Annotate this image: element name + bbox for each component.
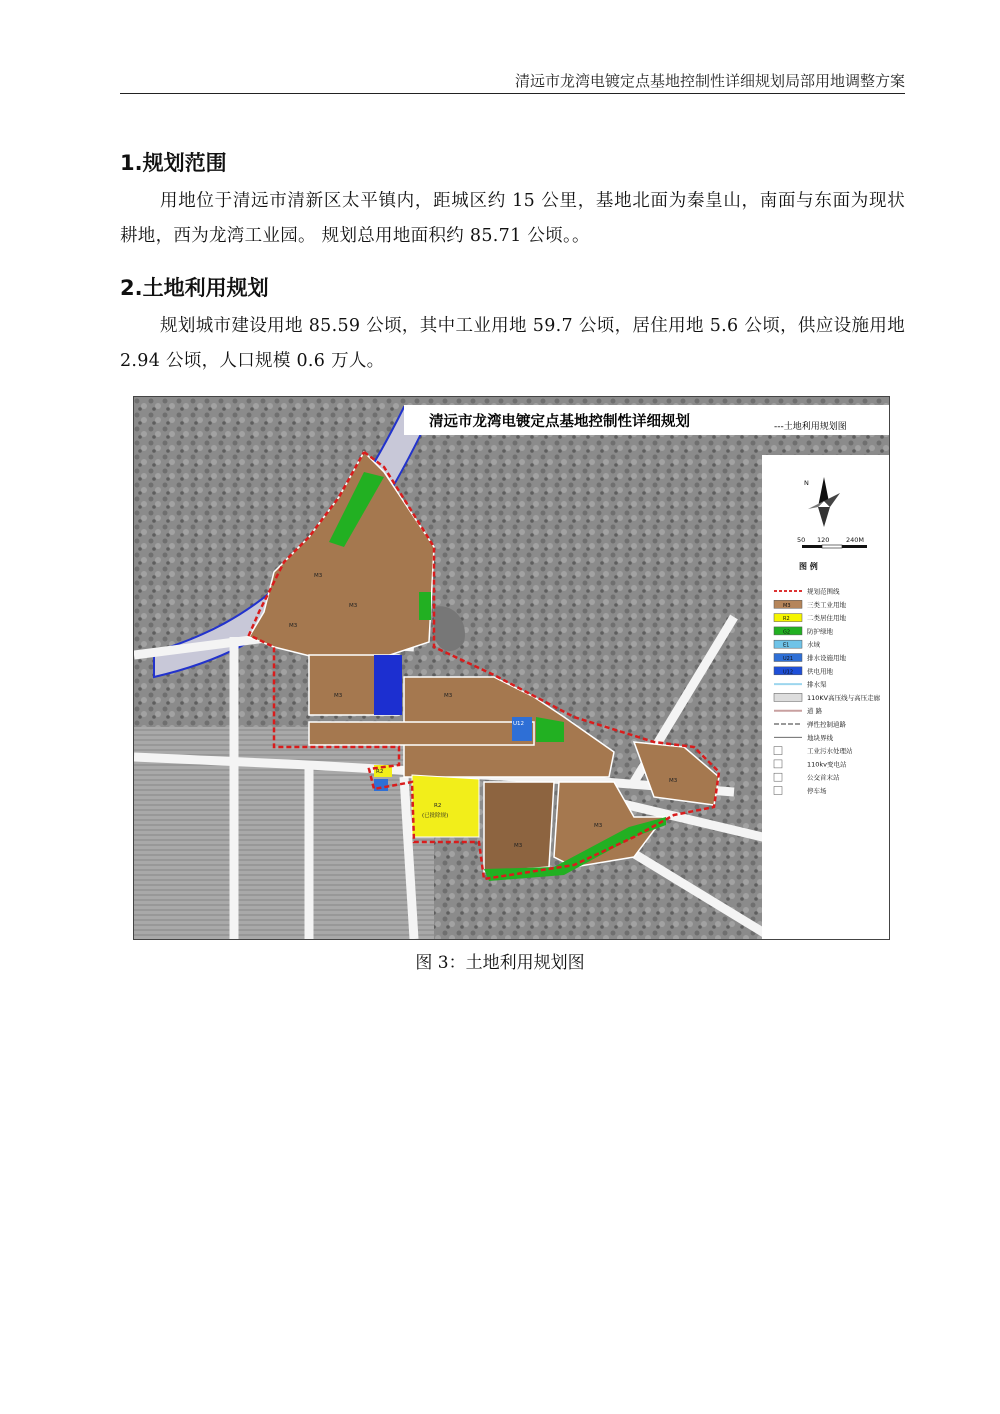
- legend-code: E1: [783, 642, 790, 649]
- plot-label-m3: M3: [334, 693, 343, 699]
- legend-label: 地块界线: [807, 733, 833, 742]
- plot-label-r2-note: (已批除规): [422, 813, 449, 819]
- legend-label: 水域: [807, 640, 820, 649]
- legend-code: U21: [783, 656, 794, 662]
- legend-panel: [762, 455, 889, 939]
- scale-label-1: 50: [797, 536, 806, 544]
- plot-label-m3: M3: [669, 778, 678, 784]
- legend-swatch: [774, 760, 782, 768]
- legend-swatch: [774, 693, 802, 701]
- scale-label-3: 240M: [846, 536, 865, 544]
- legend-item: [774, 693, 881, 702]
- legend-label: 道 路: [807, 707, 823, 716]
- power-plot: [374, 655, 402, 715]
- section-1-paragraph: 用地位于清远市清新区太平镇内，距城区约 15 公里，基地北面为秦皇山，南面与东面为现状耕地，西为龙湾工业园。 规划总用地面积约 85.71 公顷。。: [120, 191, 905, 246]
- plot-label-m3: M3: [444, 693, 453, 699]
- figure-caption: 图 3：土地利用规划图: [415, 953, 585, 973]
- legend-swatch: [774, 773, 782, 781]
- legend-label: 排水设施用地: [807, 654, 846, 662]
- legend-label: 防护绿地: [807, 627, 833, 636]
- legend-code: R2: [783, 616, 790, 623]
- map-subtitle: ---土地利用规划图: [774, 422, 847, 432]
- plot-label-r2: R2: [434, 803, 442, 809]
- legend-code: G2: [783, 629, 791, 636]
- land-use-map: [133, 396, 890, 940]
- section-1-heading: 1.规划范围: [120, 151, 227, 175]
- legend-label: 弹性控制道路: [807, 720, 846, 729]
- legend-label: 工业污水处理站: [807, 747, 853, 756]
- plot-label-m3: M3: [594, 823, 603, 829]
- plot-label-m3: M3: [349, 603, 358, 609]
- legend-item: [774, 600, 847, 609]
- section-2-paragraph: 规划城市建设用地 85.59 公顷，其中工业用地 59.7 公顷，居住用地 5.6 公顷，供应设施用地 2.94 公顷，人口规模 0.6 万人。: [120, 316, 905, 371]
- running-header: 清远市龙湾电镀定点基地控制性详细规划局部用地调整方案: [514, 72, 905, 90]
- legend-label: 规划范围线: [807, 587, 840, 596]
- legend-label: 二类居住用地: [807, 614, 846, 623]
- map-title: 清远市龙湾电镀定点基地控制性详细规划: [429, 414, 690, 430]
- plot-label-m3: M3: [514, 843, 523, 849]
- legend-code: U12: [783, 669, 794, 676]
- plot-label-r2: R2: [376, 769, 384, 775]
- plot-label-u12: U12: [513, 721, 525, 727]
- legend-label: 排水渠: [807, 680, 827, 689]
- legend-label: 公交首末站: [807, 773, 840, 782]
- section-2-heading: 2.土地利用规划: [120, 276, 269, 300]
- legend-item: [774, 640, 821, 649]
- legend-label: 供电用地: [807, 667, 833, 676]
- legend-code: M3: [783, 602, 791, 609]
- header-rule: [120, 93, 905, 94]
- legend-heading: 图 例: [799, 562, 818, 571]
- plot-label-m3: M3: [314, 573, 323, 579]
- legend-item: [774, 613, 847, 622]
- legend-label: 110kv变电站: [807, 760, 847, 769]
- legend-label: 110KV高压线与高压走廊: [807, 693, 881, 702]
- legend-swatch: [774, 787, 782, 795]
- north-label: N: [804, 479, 809, 487]
- legend-item: [774, 653, 847, 662]
- legend-swatch: [774, 747, 782, 755]
- legend-label: 停车场: [807, 787, 827, 795]
- legend-label: 三类工业用地: [807, 600, 846, 609]
- plot-label-m3: M3: [289, 623, 298, 629]
- scale-label-2: 120: [817, 536, 830, 544]
